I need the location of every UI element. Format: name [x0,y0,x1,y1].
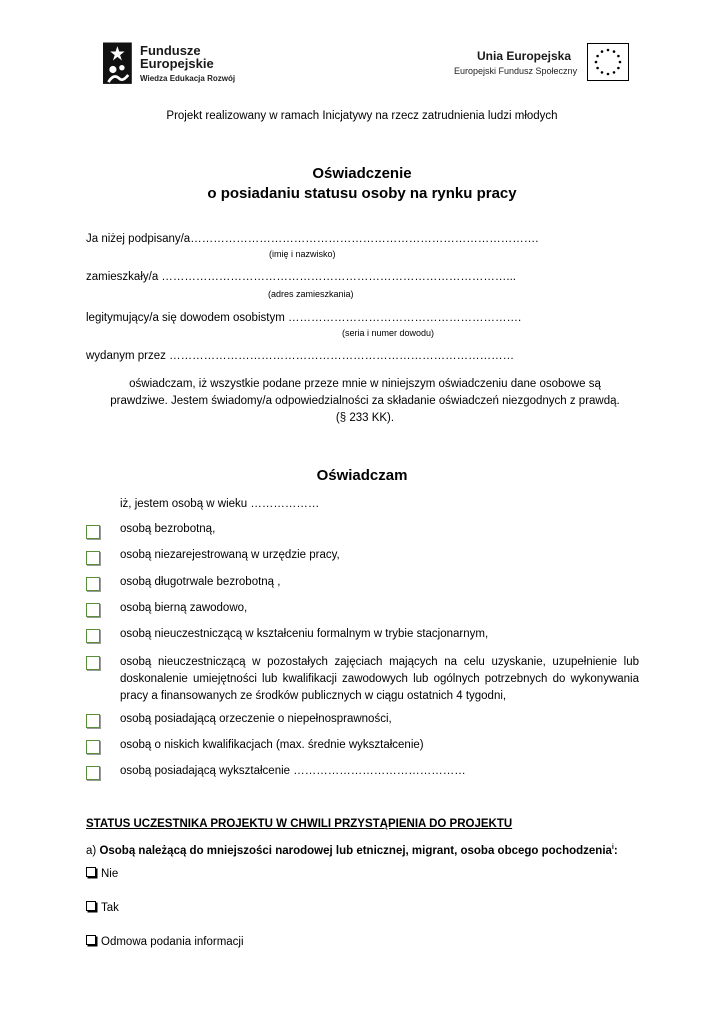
checkbox-long-term-unemployed[interactable] [86,577,100,591]
address-field[interactable]: zamieszkały/a ………………………………………………………………………………... [86,271,516,283]
option-unregistered: osobą niezarejestrowaną w urzędzie pracy, [120,549,340,561]
declaration-paragraph [80,376,650,427]
fe-logo-subtitle: Wiedza Edukacja Rozwój [140,74,236,83]
checkbox-education[interactable] [86,766,100,780]
checkbox-disability[interactable] [86,714,100,728]
address-hint: (adres zamieszkania) [268,289,354,299]
checkbox-refuse-icon[interactable] [86,935,96,945]
ue-logo-title: Unia Europejska [477,49,572,63]
checkbox-unregistered[interactable] [86,551,100,565]
checkbox-inactive[interactable] [86,603,100,617]
fe-logo-text [140,44,214,70]
checkbox-unemployed[interactable] [86,525,100,539]
option-low-qualifications: osobą o niskich kwalifikacjach (max. średnie wykształcenie) [120,739,424,751]
name-hint: (imię i nazwisko) [269,249,336,259]
declaration-line1: oświadczam, iż wszystkie podane przeze mnie w niniejszym oświadczeniu dane osobowe są [129,378,601,390]
answer-refuse[interactable] [86,935,244,948]
declaration-line2: prawdziwe. Jestem świadomy/a odpowiedzialności za składanie oświadczeń niezgodnych z prawdą. [110,395,620,407]
status-question [86,844,618,857]
declaration-line3: (§ 233 KK). [335,412,395,424]
option-not-in-training: osobą nieuczestniczącą w pozostałych zajęciach mających na celu uzyskanie, uzupełnienie lub doskonalenie umiejętności lub kwalifikacji zawodowych lub ogólnych potrzebnych do wykonywania pracy a finansowanych ze środków publicznych w ciągu ostatnich 4 tygodni, [120,656,639,702]
option-not-in-education: osobą nieuczestniczącą w kształceniu formalnym w trybie stacjonarnym, [120,628,489,640]
fe-logo-line2: Europejskie [140,56,214,71]
checkbox-low-qualifications[interactable] [86,740,100,754]
question-footnote: i [611,844,614,851]
answer-no[interactable] [86,867,118,880]
age-field[interactable]: iż, jestem osobą w wieku ……………… [120,498,320,510]
eu-flag-icon [587,43,629,81]
answer-refuse-label: Odmowa podania informacji [101,936,244,948]
option-disability: osobą posiadającą orzeczenie o niepełnosprawności, [120,713,392,725]
answer-no-label: Nie [101,868,119,880]
ue-logo-subtitle: Europejski Fundusz Społeczny [454,66,578,76]
fundusze-europejskie-logo-icon [103,42,139,88]
question-text: Osobą należącą do mniejszości narodowej lub etnicznej, migrant, osoba obcego pochodzenia [99,844,612,857]
checkbox-no-icon[interactable] [86,867,96,877]
option-unemployed: osobą bezrobotną, [120,523,216,535]
issued-by-field[interactable]: wydanym przez ……………………………………………………………………………… [86,350,515,362]
title-line2: o posiadaniu statusu osoby na rynku pracy [207,185,517,202]
section-title-oswiadczam: Oświadczam [316,467,408,484]
question-suffix: : [613,844,618,857]
title-line1: Oświadczenie [312,165,412,182]
checkbox-yes-icon[interactable] [86,901,96,911]
option-long-term-unemployed: osobą długotrwale bezrobotną , [120,576,281,588]
question-prefix: a) [86,844,97,857]
project-intro: Projekt realizowany w ramach Inicjatywy na rzecz zatrudnienia ludzi młodych [166,110,558,122]
name-field[interactable]: Ja niżej podpisany/a………………………………………………………………………………. [86,233,539,245]
option-education: osobą posiadającą wykształcenie ……………………………………… [120,765,466,777]
id-field[interactable]: legitymujący/a się dowodem osobistym ……………………………………………………. [86,312,522,324]
answer-yes[interactable] [86,901,119,914]
id-hint: (seria i numer dowodu) [342,328,435,338]
option-inactive: osobą bierną zawodowo, [120,602,248,614]
answer-yes-label: Tak [101,902,119,914]
checkbox-not-in-training[interactable] [86,656,100,670]
document-title [0,164,724,204]
checkbox-not-in-education[interactable] [86,629,100,643]
fe-logo-line1: Fundusze [140,43,201,58]
status-heading: STATUS UCZESTNIKA PROJEKTU W CHWILI PRZYSTĄPIENIA DO PROJEKTU [86,818,513,830]
